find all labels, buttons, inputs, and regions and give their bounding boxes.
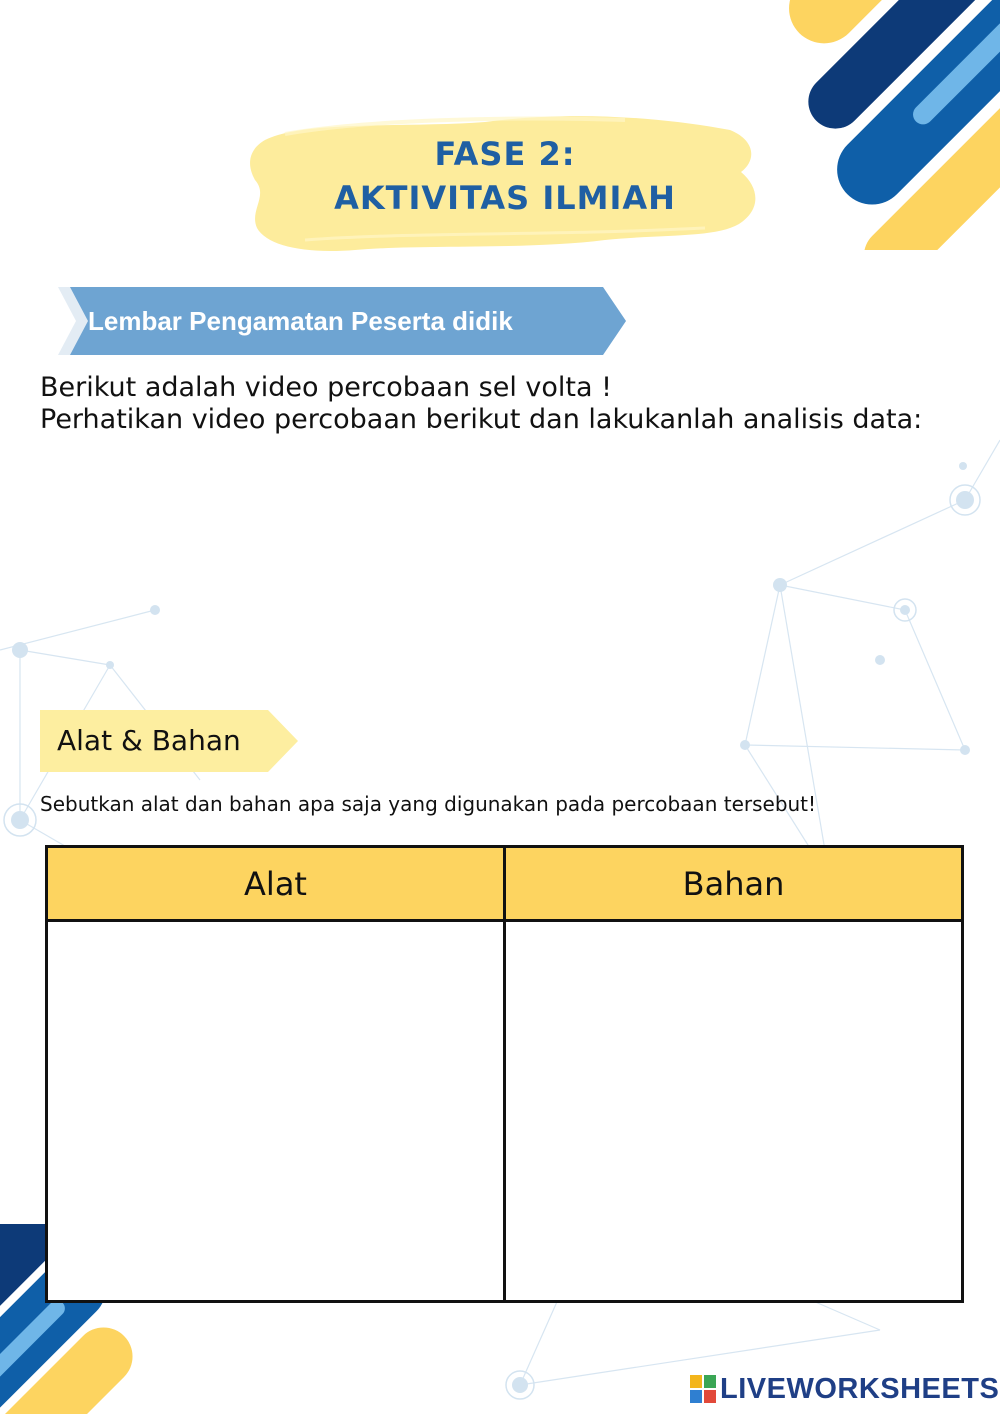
corner-decoration-top-right xyxy=(740,0,1000,250)
liveworksheets-logo xyxy=(690,1372,999,1406)
table-header-row xyxy=(47,847,963,921)
logo-text: LIVEWORKSHEETS xyxy=(720,1372,1000,1405)
bahan-answer-field[interactable] xyxy=(506,922,961,1296)
page-title xyxy=(245,132,765,220)
intro-line-2: Perhatikan video percobaan berikut dan lakukanlah analisis data: xyxy=(40,404,923,435)
title-line-1: FASE 2: xyxy=(434,135,576,173)
section-tag-label: Alat & Bahan xyxy=(57,724,241,757)
ribbon-label: Lembar Pengamatan Peserta didik xyxy=(88,306,513,336)
intro-text xyxy=(40,372,980,436)
alat-answer-field[interactable] xyxy=(48,922,503,1296)
alat-cell xyxy=(47,921,505,1302)
intro-line-1: Berikut adalah video percobaan sel volta ! xyxy=(40,372,612,403)
table-row xyxy=(47,921,963,1302)
header-bahan: Bahan xyxy=(505,847,963,921)
instruction-text: Sebutkan alat dan bahan apa saja yang digunakan pada percobaan tersebut! xyxy=(40,792,817,816)
bahan-cell xyxy=(505,921,963,1302)
header-alat: Alat xyxy=(47,847,505,921)
alat-bahan-table xyxy=(45,845,964,1303)
liveworksheets-logo-icon xyxy=(690,1375,716,1403)
title-line-2: AKTIVITAS ILMIAH xyxy=(334,179,676,217)
